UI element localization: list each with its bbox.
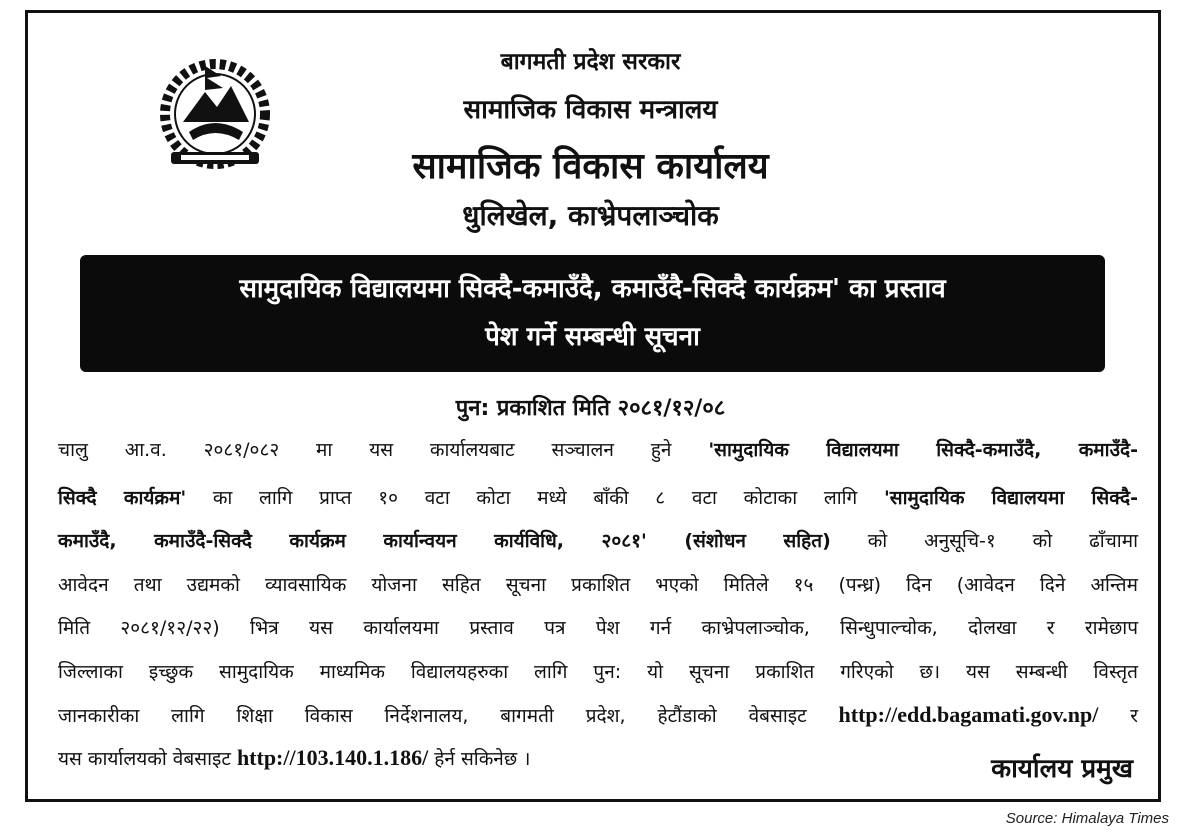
office-url[interactable]: http://103.140.1.186/ xyxy=(236,745,429,770)
body-text: हेर्न सकिनेछ । xyxy=(428,748,531,770)
notice-heading-banner xyxy=(80,255,1105,372)
office-location: धुलिखेल, काभ्रेपलाञ्चोक xyxy=(462,199,719,232)
signature-office-chief: कार्यालय प्रमुख xyxy=(991,754,1133,784)
office-title: सामाजिक विकास कार्यालय xyxy=(412,146,769,187)
body-line-7 xyxy=(58,703,1138,728)
body-text: का लागि प्राप्त १० वटा कोटा मध्ये बाँकी ८ वटा कोटाका लागि xyxy=(186,487,884,509)
education-directorate-url[interactable]: http://edd.bagamati.gov.np/ xyxy=(838,702,1099,727)
body-text: जानकारीका लागि शिक्षा विकास निर्देशनालय, बागमती प्रदेश, हेटौंडाको वेबसाइट xyxy=(58,705,839,727)
body-line-3 xyxy=(58,529,1138,553)
program-name: सिक्दै कार्यक्रम' xyxy=(58,487,187,509)
procedure-name: कमाउँदै, कमाउँदै-सिक्दै कार्यक्रम कार्यान्वयन कार्यविधि, २०८१' (संशोधन सहित) xyxy=(58,530,831,552)
body-line-1 xyxy=(58,438,1138,462)
body-line-2 xyxy=(58,486,1138,510)
government-title: बागमती प्रदेश सरकार xyxy=(500,49,681,75)
body-line-6: जिल्लाका इच्छुक सामुदायिक माध्यमिक विद्यालयहरुका लागि पुन: यो सूचना प्रकाशित गरिएको छ। यस सम्बन्धी विस्तृत xyxy=(58,661,1138,683)
source-credit: Source: Himalaya Times xyxy=(1005,810,1169,827)
body-text: चालु आ.व. २०८१/०८२ मा यस कार्यालयबाट सञ्चालन हुने xyxy=(58,439,709,461)
ministry-title: सामाजिक विकास मन्त्रालय xyxy=(463,95,718,125)
republished-date: पुन: प्रकाशित मिति २०८१/१२/०८ xyxy=(455,396,726,421)
body-text: यस कार्यालयको वेबसाइट xyxy=(58,748,237,770)
body-line-5: मिति २०८१/१२/२२) भित्र यस कार्यालयमा प्रस्ताव पत्र पेश गर्न काभ्रेपलाञ्चोक, सिन्धुपाल्चोक, दोलखा र रामेछाप xyxy=(58,617,1138,639)
body-line-8 xyxy=(58,746,530,771)
procedure-name: 'सामुदायिक विद्यालयमा सिक्दै- xyxy=(883,487,1138,509)
notice-heading-line1: सामुदायिक विद्यालयमा सिक्दै-कमाउँदै, कमाउँदै-सिक्दै कार्यक्रम' का प्रस्ताव xyxy=(239,274,946,304)
body-text: र xyxy=(1098,705,1138,727)
body-text: को अनुसूचि-१ को ढाँचामा xyxy=(830,530,1138,552)
program-name: 'सामुदायिक विद्यालयमा सिक्दै-कमाउँदै, कमाउँदै- xyxy=(708,439,1138,461)
notice-heading-line2: पेश गर्ने सम्बन्धी सूचना xyxy=(485,322,700,352)
body-line-4: आवेदन तथा उद्यमको व्यावसायिक योजना सहित सूचना प्रकाशित भएको मितिले १५ (पन्ध्र) दिन (आवेदन दिने अन्तिम xyxy=(58,574,1138,596)
